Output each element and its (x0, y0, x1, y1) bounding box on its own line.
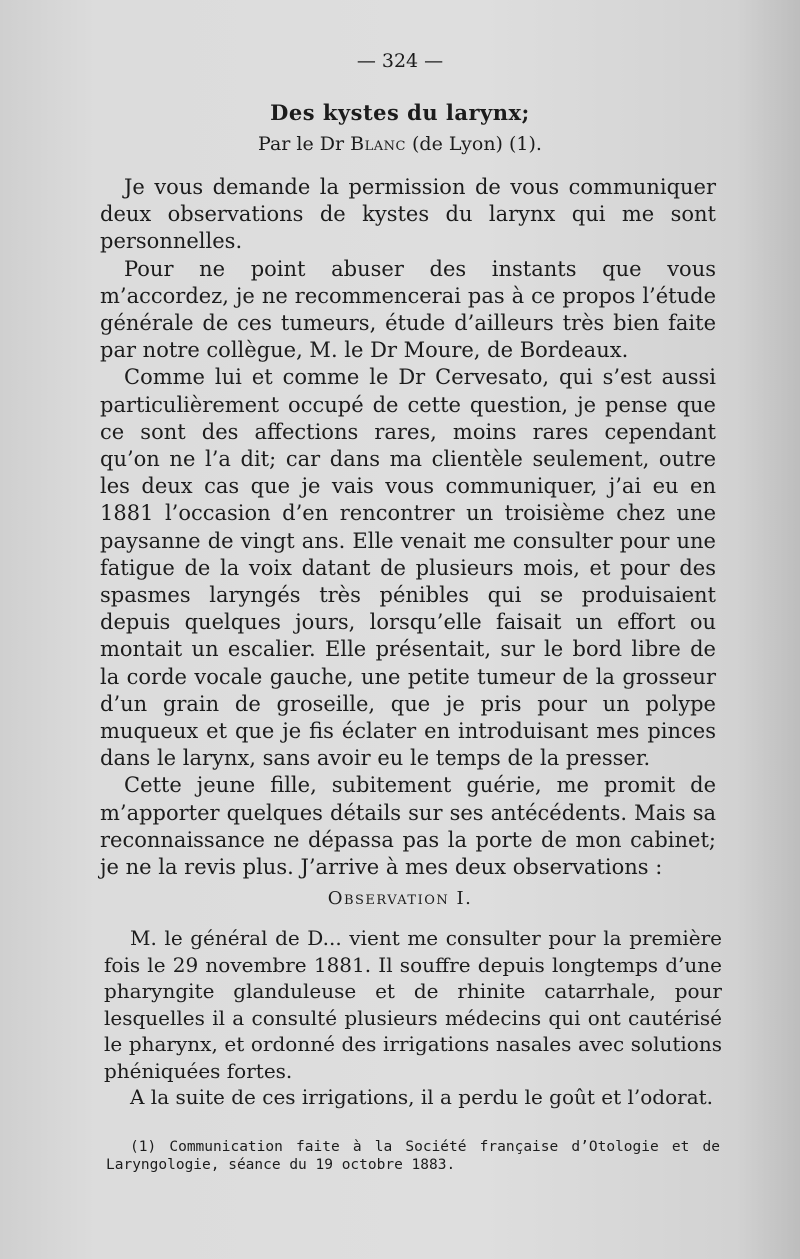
paragraph: Pour ne point abuser des instants que vous m’accordez, je ne recommencerai pas à ce propos l’étude générale de ces tumeurs, étude d’ailleurs très bien faite par notre collègue, M. le Dr Moure, de Bordeaux. (100, 256, 716, 363)
observation-body (104, 925, 722, 1111)
byline-suffix: (de Lyon) (1). (412, 133, 542, 155)
paragraph: Comme lui et comme le Dr Cervesato, qui s’est aussi particulièrement occupé de cette question, je pense que ce sont des affections rares, moins rares cependant qu’on ne l’a dit; car dans ma clientèle seulement, outre les deux cas que je vais vous communiquer, j’ai eu en 1881 l’occasion d’en rencontrer un troisième chez une paysanne de vingt ans. Elle venait me consulter pour une fatigue de la voix datant de plusieurs mois, et pour des spasmes laryngés très pénibles qui se produisaient depuis quelques jours, lorsqu’elle faisait un effort ou montait un escalier. Elle présentait, sur le bord libre de la corde vocale gauche, une petite tumeur de la grosseur d’un grain de groseille, que je pris pour un polype muqueux et que je fis éclater en introduisant mes pinces dans le larynx, sans avoir eu le temps de la presser. (100, 365, 716, 771)
observation-heading: Observation I. (327, 888, 473, 909)
article-body (100, 174, 716, 881)
paragraph: M. le général de D... vient me consulter pour la première fois le 29 novembre 1881. Il souffre depuis longtemps d’une pharyngite glanduleuse et de rhinite catarrhale, pour lesquelles il a consulté plusieurs médecins qui ont cautérisé le pharynx, et ordonné des irrigations nasales avec solutions phéniquées fortes. (104, 926, 722, 1083)
footnote (106, 1138, 720, 1174)
page-number: — 324 — (356, 50, 444, 72)
article-title: Des kystes du larynx; (270, 100, 530, 125)
paragraph: Cette jeune fille, subitement guérie, me promit de m’apporter quelques détails sur ses antécédents. Mais sa reconnaissance ne dépassa pas la porte de mon cabinet; je ne la revis plus. J’arrive à mes deux observations : (100, 773, 716, 880)
author-name: Blanc (350, 133, 406, 155)
paragraph: Je vous demande la permission de vous communiquer deux observations de kystes du larynx qui me sont personnelles. (100, 175, 716, 254)
byline (0, 133, 800, 155)
byline-prefix: Par le Dr (258, 133, 345, 155)
footnote-text: (1) Communication faite à la Société française d’Otologie et de Laryngologie, séance du 19 octobre 1883. (106, 1139, 720, 1173)
paragraph: A la suite de ces irrigations, il a perdu le goût et l’odorat. (130, 1085, 714, 1109)
